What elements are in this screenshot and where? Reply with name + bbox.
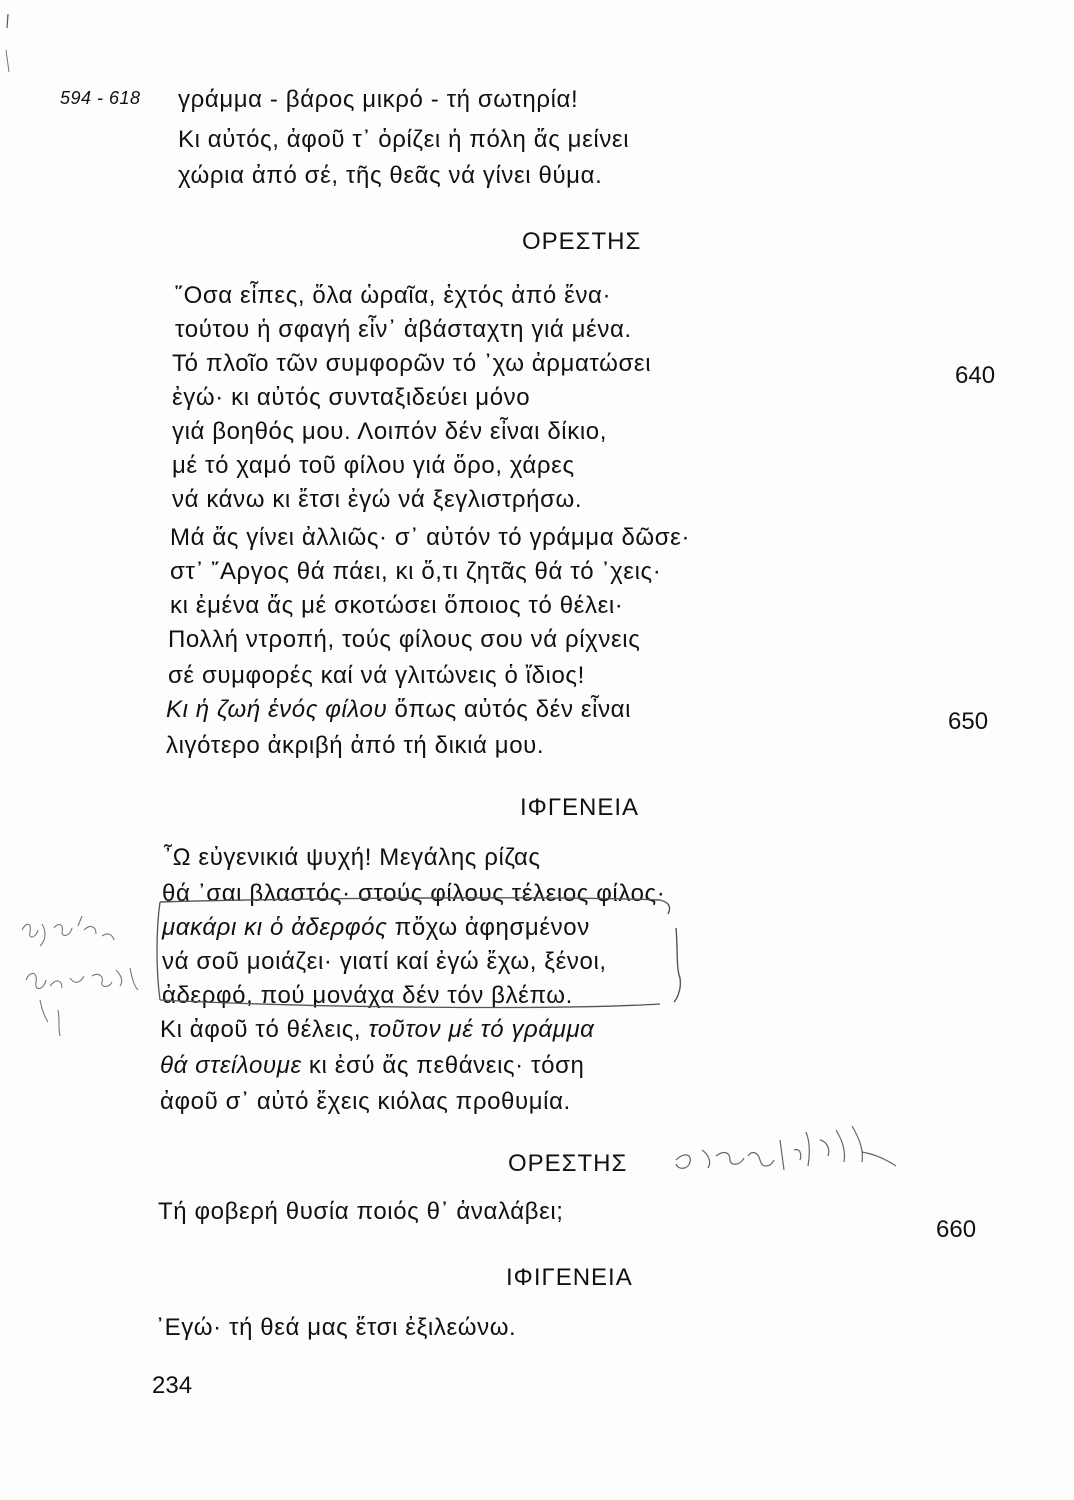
verse-line: ῞Οσα εἶπες, ὅλα ὡραῖα, ἐχτός ἀπό ἕνα· — [175, 282, 612, 309]
speaker-heading: ΟΡΕΣΤΗΣ — [508, 1150, 628, 1177]
line-number: 660 — [936, 1216, 977, 1243]
verse-line: θά ᾿σαι βλαστός· στούς φίλους τέλειος φίλος· — [162, 880, 666, 907]
verse-line: Τό πλοῖο τῶν συμφορῶν τό ᾿χω ἀρματώσει — [172, 350, 652, 377]
verse-line: νά σοῦ μοιάζει· γιατί καί ἐγώ ἔχω, ξένοι, — [162, 948, 607, 975]
verse-line-italic: θά στείλουμε — [160, 1052, 302, 1079]
speaker-heading: ΟΡΕΣΤΗΣ — [522, 228, 642, 255]
verse-line: γιά βοηθός μου. Λοιπόν δέν εἶναι δίκιο, — [172, 418, 607, 445]
verse-line — [166, 696, 631, 724]
verse-line: Μά ἄς γίνει ἀλλιῶς· σ᾿ αὐτόν τό γράμμα δῶσε· — [170, 524, 691, 551]
verse-line: Κι αὐτός, ἀφοῦ τ᾿ ὁρίζει ἡ πόλη ἄς μείνει — [178, 126, 630, 153]
line-number: 650 — [948, 708, 989, 735]
verse-line: Πολλή ντροπή, τούς φίλους σου νά ρίχνεις — [168, 626, 641, 653]
speaker-heading: ΙΦΙΓΕΝΕΙΑ — [506, 1264, 633, 1291]
verse-line: ἐγώ· κι αὐτός συνταξιδεύει μόνο — [172, 384, 531, 411]
verse-line — [160, 1016, 594, 1044]
speaker-heading: ΙΦΓΕΝΕΙΑ — [520, 794, 640, 821]
line-number: 640 — [955, 362, 996, 389]
verse-line: μέ τό χαμό τοῦ φίλου γιά ὅρο, χάρες — [172, 452, 575, 479]
verse-line — [160, 1052, 584, 1080]
verse-line-rest: κι ἐσύ ἄς πεθάνεις· τόση — [301, 1052, 585, 1079]
verse-line: κι ἐμένα ἄς μέ σκοτώσει ὅποιος τό θέλει· — [170, 592, 624, 619]
verse-line-italic: τοῦτον μέ τό γράμμα — [368, 1016, 595, 1043]
verse-line-italic: Κι ἡ ζωή ἑνός φίλου — [166, 696, 388, 723]
line-range-label: 594 - 618 — [60, 88, 141, 108]
verse-line-start: Κι ἀφοῦ τό θέλεις, — [160, 1016, 369, 1043]
verse-line: νά κάνω κι ἔτσι ἐγώ νά ξεγλιστρήσω. — [172, 486, 583, 513]
verse-line: ἀφοῦ σ᾿ αὐτό ἔχεις κιόλας προθυμία. — [160, 1088, 571, 1115]
verse-line: ᾿Εγώ· τή θεά μας ἔτσι ἐξιλεώνω. — [156, 1314, 517, 1341]
verse-line — [162, 914, 590, 942]
verse-line: λιγότερο ἀκριβή ἀπό τή δικιά μου. — [166, 732, 545, 759]
page-number: 234 — [152, 1372, 193, 1399]
verse-line: σέ συμφορές καί νά γλιτώνεις ὁ ἴδιος! — [168, 662, 585, 689]
verse-line: ἀδερφό, πού μονάχα δέν τόν βλέπω. — [162, 982, 573, 1009]
verse-line-italic: μακάρι κι ὁ ἀδερφός — [162, 914, 388, 941]
verse-line: χώρια ἀπό σέ, τῆς θεᾶς νά γίνει θύμα. — [178, 162, 603, 189]
verse-line-rest: ὅπως αὐτός δέν εἶναι — [387, 696, 632, 723]
verse-line-rest: πὄχω ἀφησμένον — [387, 914, 590, 941]
verse-line: ῏Ω εὐγενικιά ψυχή! Μεγάλης ρίζας — [164, 844, 541, 871]
page-edge-mark — [4, 10, 12, 80]
verse-line: τούτου ἡ σφαγή εἶν᾿ ἀβάσταχτη γιά μένα. — [175, 316, 632, 343]
verse-line: γράμμα - βάρος μικρό - τή σωτηρία! — [178, 86, 579, 113]
verse-line: Τή φοβερή θυσία ποιός θ᾿ ἀναλάβει; — [158, 1198, 564, 1225]
verse-line: στ᾿ ῎Αργος θά πάει, κι ὅ,τι ζητᾶς θά τό ᾿χεις· — [170, 558, 662, 585]
